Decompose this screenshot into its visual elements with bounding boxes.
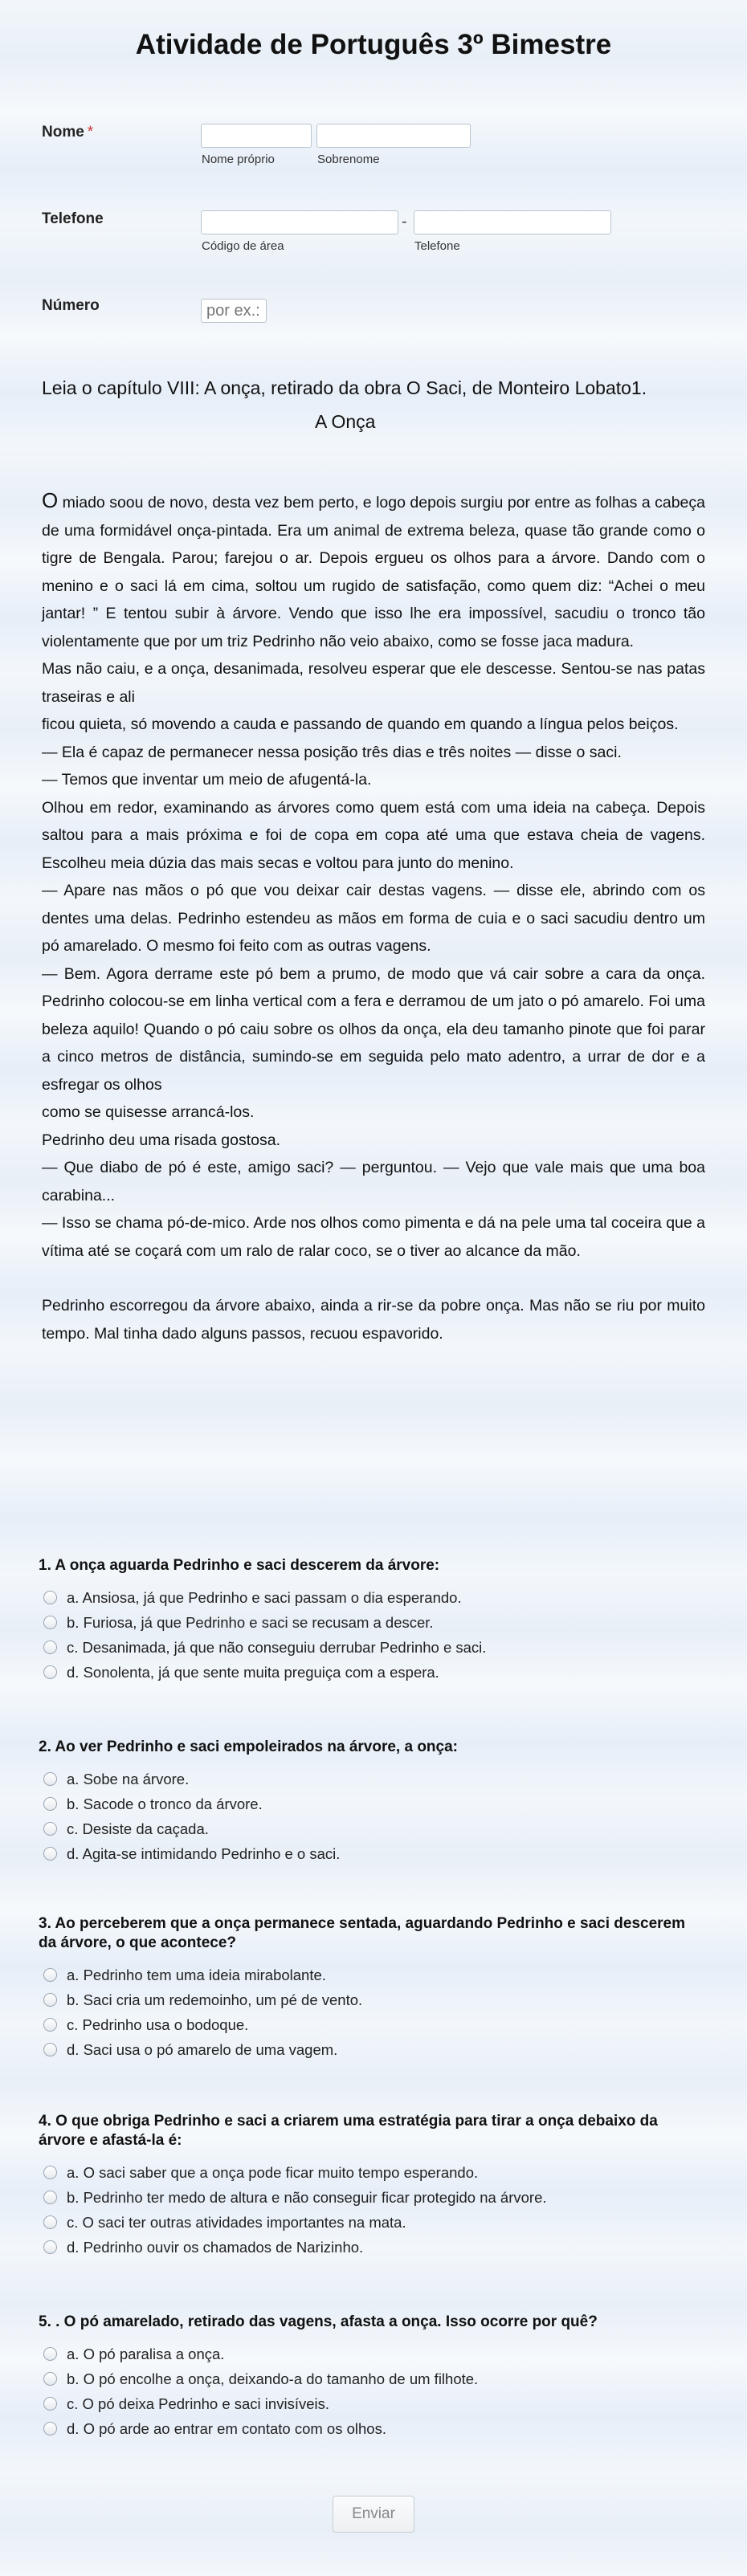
answer-option[interactable] xyxy=(39,1841,705,1866)
question-4 xyxy=(39,2112,705,2260)
submit-button[interactable]: Enviar xyxy=(333,2496,414,2533)
option-label: a. Sobe na árvore. xyxy=(67,1770,190,1787)
answer-option[interactable] xyxy=(39,2366,705,2391)
option-label: b. Saci cria um redemoinho, um pé de vento. xyxy=(67,1991,363,2008)
paragraph-spacer xyxy=(42,1265,705,1292)
question-text: 5. . O pó amarelado, retirado das vagens, afasta a onça. Isso ocorre por quê? xyxy=(39,2313,598,2330)
option-label: a. O saci saber que a onça pode ficar muito tempo esperando. xyxy=(67,2163,479,2181)
answer-option[interactable] xyxy=(39,1635,705,1660)
option-label: b. Pedrinho ter medo de altura e não conseguir ficar protegido na árvore. xyxy=(67,2188,547,2206)
phone-separator: - xyxy=(402,213,407,230)
answer-option[interactable] xyxy=(39,2160,705,2185)
reading-subheading: A Onça xyxy=(315,411,376,432)
radio-button[interactable] xyxy=(43,1968,57,1982)
first-name-sublabel: Nome próprio xyxy=(202,153,275,166)
story-paragraph xyxy=(42,487,705,655)
last-name-input[interactable] xyxy=(316,124,471,148)
answer-option[interactable] xyxy=(39,2037,705,2062)
answer-option[interactable] xyxy=(39,2210,705,2235)
required-asterisk: * xyxy=(87,124,94,141)
reading-heading: Leia o capítulo VIII: A onça, retirado da obra O Saci, de Monteiro Lobato1. xyxy=(42,377,647,398)
question-text: 2. Ao ver Pedrinho e saci empoleirados na árvore, a onça: xyxy=(39,1738,458,1755)
story-paragraph-text: miado soou de novo, desta vez bem perto, e logo depois surgiu por entre as folhas a cabeça de uma formidável onça-pintada. Era um animal de extrema beleza, quase tão grande como o tigre de Bengala. Parou; farejou o ar. Depois ergueu os olhos para a árvore. Dando com o menino e o saci lá em cima, soltou um rugido de satisfação, como quem diz: “Achei o meu jantar! ” E tentou subir à árvore. Vendo que isso lhe era impossível, sacudiu o tronco tão violentamente que por um triz Pedrinho não veio abaixo, como se fosse jaca madura. xyxy=(42,494,705,650)
option-label: d. O pó arde ao entrar em contato com os olhos. xyxy=(67,2419,386,2437)
area-code-sublabel: Código de área xyxy=(202,239,284,253)
radio-button[interactable] xyxy=(43,1822,57,1836)
answer-option[interactable] xyxy=(39,1585,705,1610)
story-paragraph: — Temos que inventar um meio de afugentá-la. xyxy=(42,771,372,789)
field-nome xyxy=(0,106,747,193)
story-paragraph: Pedrinho deu uma risada gostosa. xyxy=(42,1131,281,1149)
radio-button[interactable] xyxy=(43,2215,57,2229)
answer-option[interactable] xyxy=(39,2391,705,2416)
option-label: c. Desiste da caçada. xyxy=(67,1820,209,1837)
radio-button[interactable] xyxy=(43,1772,57,1786)
radio-button[interactable] xyxy=(43,1847,57,1861)
question-text: 1. A onça aguarda Pedrinho e saci descerem da árvore: xyxy=(39,1557,440,1574)
phone-input[interactable] xyxy=(414,210,611,234)
question-text: 3. Ao perceberem que a onça permanece sentada, aguardando Pedrinho e saci descerem da árvore, o que acontece? xyxy=(39,1915,685,1951)
answer-option[interactable] xyxy=(39,2416,705,2441)
option-label: b. O pó encolhe a onça, deixando-a do tamanho de um filhote. xyxy=(67,2370,479,2387)
question-text: 4. O que obriga Pedrinho e saci a criarem uma estratégia para tirar a onça debaixo da árvore e afastá-la é: xyxy=(39,2113,658,2149)
story-closing: Pedrinho escorregou da árvore abaixo, ainda a rir-se da pobre onça. Mas não se riu por muito tempo. Mal tinha dado alguns passos, recuou espavorido. xyxy=(42,1297,705,1343)
option-label: d. Sonolenta, já que sente muita preguiça com a espera. xyxy=(67,1663,439,1681)
radio-button[interactable] xyxy=(43,2240,57,2254)
first-name-input[interactable] xyxy=(201,124,312,148)
option-label: c. Pedrinho usa o bodoque. xyxy=(67,2016,249,2033)
option-label: b. Sacode o tronco da árvore. xyxy=(67,1795,263,1812)
answer-option[interactable] xyxy=(39,1791,705,1816)
radio-button[interactable] xyxy=(43,1797,57,1811)
question-2 xyxy=(39,1738,705,1866)
option-label: c. O pó deixa Pedrinho e saci invisíveis. xyxy=(67,2395,329,2412)
radio-button[interactable] xyxy=(43,1591,57,1604)
story-paragraph: — Isso se chama pó-de-mico. Arde nos olhos como pimenta e dá na pele uma tal coceira que a vítima até se coçará com um ralo de ralar coco, se o tiver ao alcance da mão. xyxy=(42,1214,705,1260)
answer-option[interactable] xyxy=(39,1610,705,1635)
nome-label xyxy=(42,124,93,141)
story-paragraph: ficou quieta, só movendo a cauda e passando de quando em quando a língua pelos beiços. xyxy=(42,715,679,733)
radio-button[interactable] xyxy=(43,2372,57,2386)
radio-button[interactable] xyxy=(43,2018,57,2032)
answer-option[interactable] xyxy=(39,1660,705,1685)
option-label: a. O pó paralisa a onça. xyxy=(67,2345,225,2362)
radio-button[interactable] xyxy=(43,1665,57,1679)
option-label: a. Ansiosa, já que Pedrinho e saci passam o dia esperando. xyxy=(67,1588,462,1606)
story-text xyxy=(42,487,705,1347)
field-telefone xyxy=(0,193,747,279)
option-label: b. Furiosa, já que Pedrinho e saci se recusam a descer. xyxy=(67,1613,434,1631)
question-3 xyxy=(39,1914,705,2062)
option-label: d. Pedrinho ouvir os chamados de Narizinho. xyxy=(67,2238,364,2256)
story-paragraph: — Bem. Agora derrame este pó bem a prumo, de modo que vá cair sobre a cara da onça. Pedrinho colocou-se em linha vertical com a fera e derramou de um jato o pó amarelo. Foi uma beleza aquilo! Quando o pó caiu sobre os olhos da onça, ela deu tamanho pinote que foi parar a cinco metros de distância, sumindo-se em seguida pelo mato adentro, a urrar de dor e a esfregar os olhos xyxy=(42,964,705,1094)
answer-option[interactable] xyxy=(39,2342,705,2366)
radio-button[interactable] xyxy=(43,1993,57,2007)
option-label: c. O saci ter outras atividades importantes na mata. xyxy=(67,2213,406,2231)
telefone-label: Telefone xyxy=(42,210,104,227)
radio-button[interactable] xyxy=(43,2166,57,2179)
area-code-input[interactable] xyxy=(201,210,398,234)
radio-button[interactable] xyxy=(43,2191,57,2204)
answer-option[interactable] xyxy=(39,2235,705,2260)
story-paragraph: Mas não caiu, e a onça, desanimada, resolveu esperar que ele descesse. Sentou-se nas patas traseiras e ali xyxy=(42,660,705,706)
radio-button[interactable] xyxy=(43,2397,57,2411)
answer-option[interactable] xyxy=(39,1816,705,1841)
nome-label-text: Nome xyxy=(42,124,84,141)
story-paragraph: — Que diabo de pó é este, amigo saci? — perguntou. — Vejo que vale mais que uma boa carabina... xyxy=(42,1159,705,1204)
question-5 xyxy=(39,2313,705,2441)
numero-label: Número xyxy=(42,297,100,314)
option-label: a. Pedrinho tem uma ideia mirabolante. xyxy=(67,1966,326,1983)
number-input[interactable] xyxy=(201,299,267,323)
dropcap-letter: O xyxy=(42,488,59,512)
story-paragraph: — Ela é capaz de permanecer nessa posição três dias e três noites — disse o saci. xyxy=(42,743,622,761)
story-paragraph: — Apare nas mãos o pó que vou deixar cair destas vagens. — disse ele, abrindo com os dentes uma delas. Pedrinho estendeu as mãos em forma de cuia e o saci sacudiu dentro um pó amarelado. O mesmo foi feito com as outras vagens. xyxy=(42,882,705,955)
radio-button[interactable] xyxy=(43,2043,57,2056)
form-title: Atividade de Português 3º Bimestre xyxy=(135,29,612,60)
option-label: c. Desanimada, já que não conseguiu derrubar Pedrinho e saci. xyxy=(67,1638,487,1656)
radio-button[interactable] xyxy=(43,1641,57,1654)
option-label: d. Agita-se intimidando Pedrinho e o saci. xyxy=(67,1844,341,1862)
story-paragraph: como se quisesse arrancá-los. xyxy=(42,1103,255,1121)
answer-option[interactable] xyxy=(39,2012,705,2037)
story-paragraph: Olhou em redor, examinando as árvores como quem está com uma ideia na cabeça. Depois saltou para a mais próxima e foi de copa em copa até uma que estava cheia de vagens. Escolheu meia dúzia das mais secas e voltou para junto do menino. xyxy=(42,798,705,872)
radio-button[interactable] xyxy=(43,2422,57,2435)
phone-sublabel: Telefone xyxy=(414,239,460,253)
question-1 xyxy=(39,1556,705,1685)
last-name-sublabel: Sobrenome xyxy=(317,153,380,166)
radio-button[interactable] xyxy=(43,2347,57,2361)
answer-option[interactable] xyxy=(39,1987,705,2012)
answer-option[interactable] xyxy=(39,1767,705,1791)
answer-option[interactable] xyxy=(39,2185,705,2210)
option-label: d. Saci usa o pó amarelo de uma vagem. xyxy=(67,2040,338,2058)
radio-button[interactable] xyxy=(43,1616,57,1629)
answer-option[interactable] xyxy=(39,1963,705,1987)
field-numero xyxy=(0,279,747,366)
